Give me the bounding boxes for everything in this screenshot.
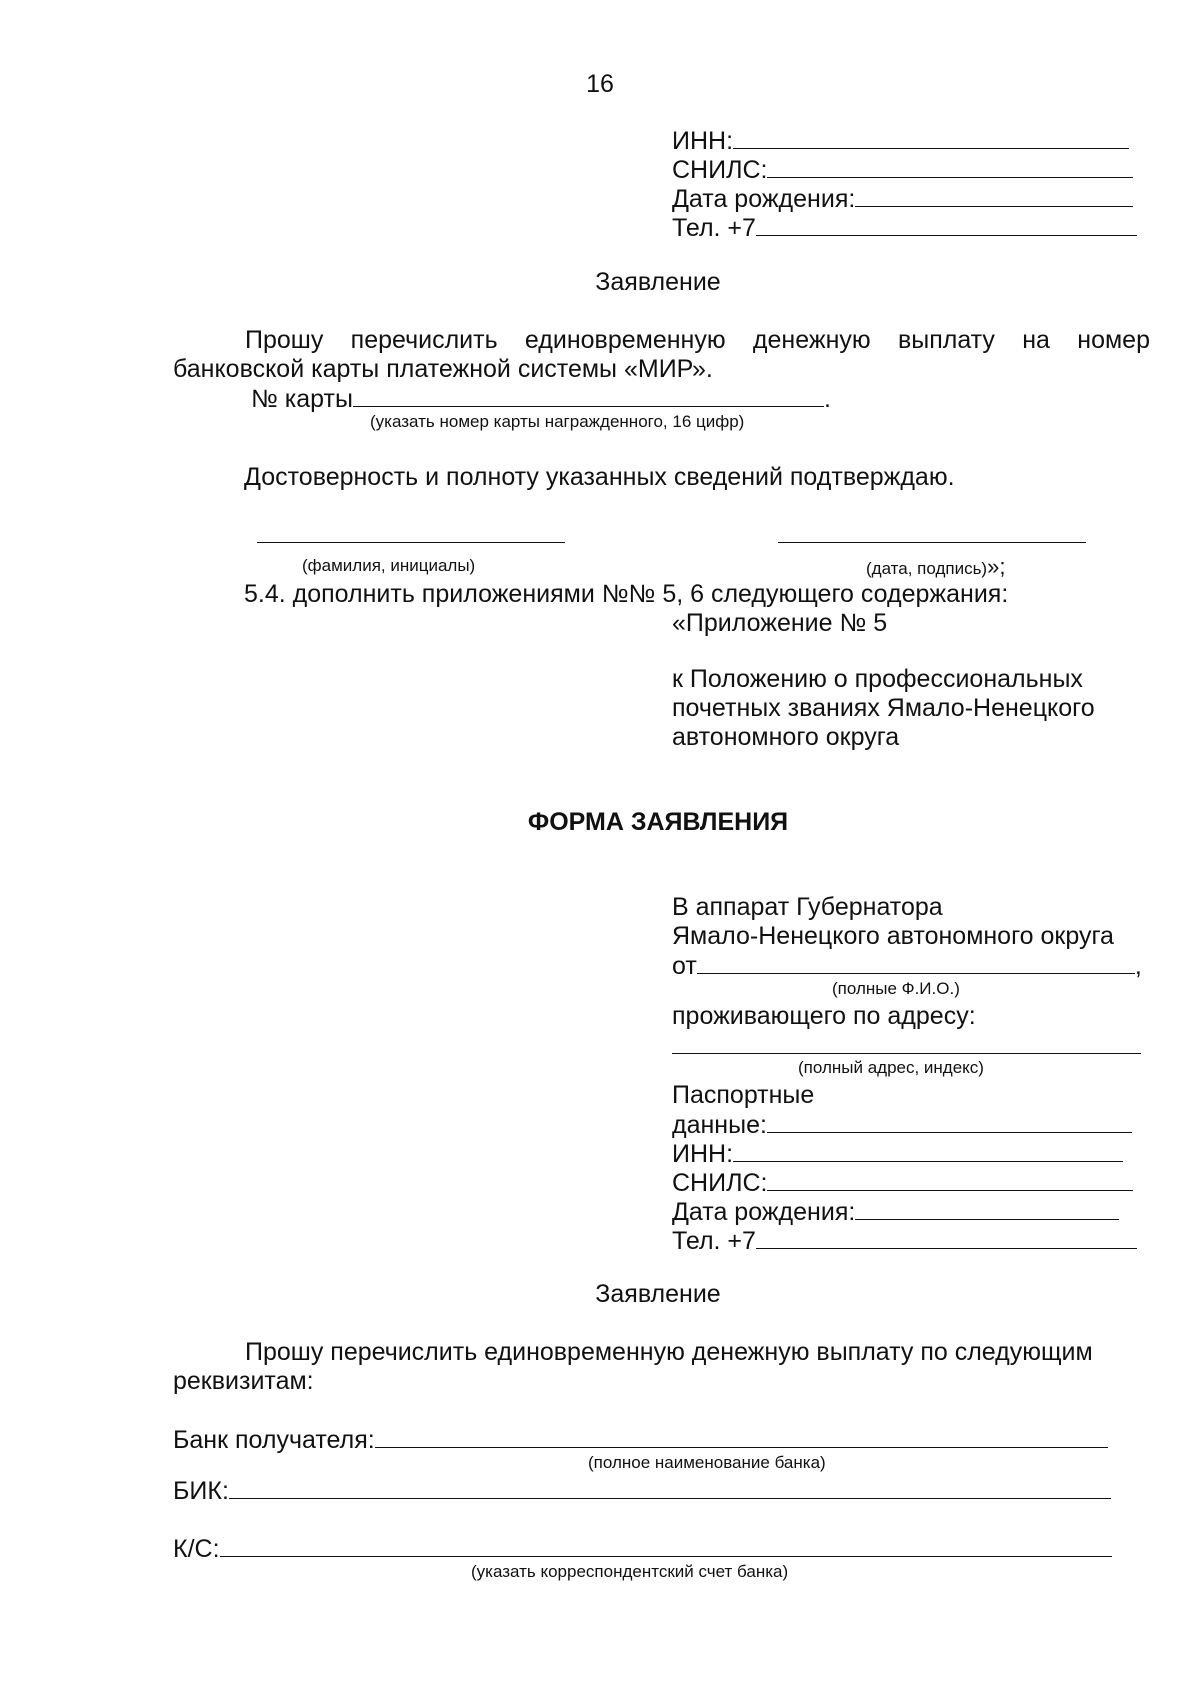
card-number-line[interactable] (353, 384, 824, 407)
snils-line-2[interactable] (767, 1168, 1133, 1191)
signature-date-line[interactable] (778, 520, 1086, 543)
signature-name-caption: (фамилия, инициалы) (302, 556, 476, 575)
app1-request: Прошу перечислить единовременную денежную выплату на номер банковской карты платежной системы «МИР». (173, 326, 1150, 383)
snils-field: СНИЛС: (672, 1168, 1133, 1198)
signature-date-caption-wrap: (дата, подпись)»; (866, 554, 1006, 579)
bank-caption: (полное наименование банка) (588, 1453, 826, 1472)
tel-line-2[interactable] (756, 1226, 1137, 1249)
annex-title: «Приложение № 5 (672, 609, 888, 637)
passport-label-1: Паспортные (672, 1081, 815, 1109)
inn-field: ИНН: (672, 1139, 1123, 1169)
bank-field: Банк получателя: (173, 1425, 1108, 1455)
page-number: 16 (586, 70, 614, 98)
residing-label: проживающего по адресу: (672, 1002, 976, 1030)
snils-field-top: СНИЛС: (672, 155, 1133, 185)
signature-name-line[interactable] (257, 520, 565, 543)
passport-line[interactable] (767, 1110, 1132, 1133)
to-line-1: В аппарат Губернатора (672, 893, 943, 921)
from-line[interactable] (697, 951, 1135, 974)
app2-heading: Заявление (595, 1280, 721, 1308)
dob-line-2[interactable] (855, 1197, 1119, 1220)
bank-line[interactable] (375, 1425, 1108, 1448)
annex-ref-2: почетных званиях Ямало-Ненецкого (672, 694, 1095, 722)
tel-field-top: Тел. +7 (672, 213, 1137, 243)
snils-line[interactable] (767, 155, 1133, 178)
app2-request: Прошу перечислить единовременную денежную выплату по следующим реквизитам: (173, 1338, 1093, 1395)
dob-field-top: Дата рождения: (672, 184, 1133, 214)
annex-ref-1: к Положению о профессиональных (672, 665, 1083, 693)
confirm-statement: Достоверность и полноту указанных сведений подтверждаю. (244, 463, 955, 491)
inn-line[interactable] (733, 126, 1129, 149)
address-line[interactable] (672, 1031, 1141, 1054)
card-number-caption: (указать номер карты награжденного, 16 цифр) (370, 412, 745, 431)
dob-field: Дата рождения: (672, 1197, 1119, 1227)
inn-field-top: ИНН: (672, 126, 1129, 156)
tel-line[interactable] (756, 213, 1137, 236)
bik-field: БИК: (173, 1476, 1111, 1506)
dob-line[interactable] (855, 184, 1133, 207)
ks-field: К/С: (173, 1534, 1112, 1564)
address-field (672, 1031, 1141, 1061)
from-field: от , (672, 952, 1142, 980)
ks-caption: (указать корреспондентский счет банка) (471, 1562, 789, 1581)
card-number-field: № карты . (251, 385, 831, 413)
signature-date-field (778, 520, 1086, 550)
from-caption: (полные Ф.И.О.) (832, 979, 960, 998)
amendment-line: 5.4. дополнить приложениями №№ 5, 6 следующего содержания: (244, 580, 1009, 608)
annex-ref-3: автономного округа (672, 723, 900, 751)
passport-field: данные: (672, 1110, 1132, 1140)
form-title: ФОРМА ЗАЯВЛЕНИЯ (527, 808, 789, 836)
tel-field: Тел. +7 (672, 1226, 1137, 1256)
app1-heading: Заявление (595, 268, 721, 296)
address-caption: (полный адрес, индекс) (798, 1058, 984, 1077)
inn-line-2[interactable] (733, 1139, 1123, 1162)
bik-line[interactable] (229, 1476, 1111, 1499)
to-line-2: Ямало-Ненецкого автономного округа (672, 922, 1114, 950)
signature-name-field (257, 520, 565, 550)
ks-line[interactable] (220, 1534, 1112, 1557)
